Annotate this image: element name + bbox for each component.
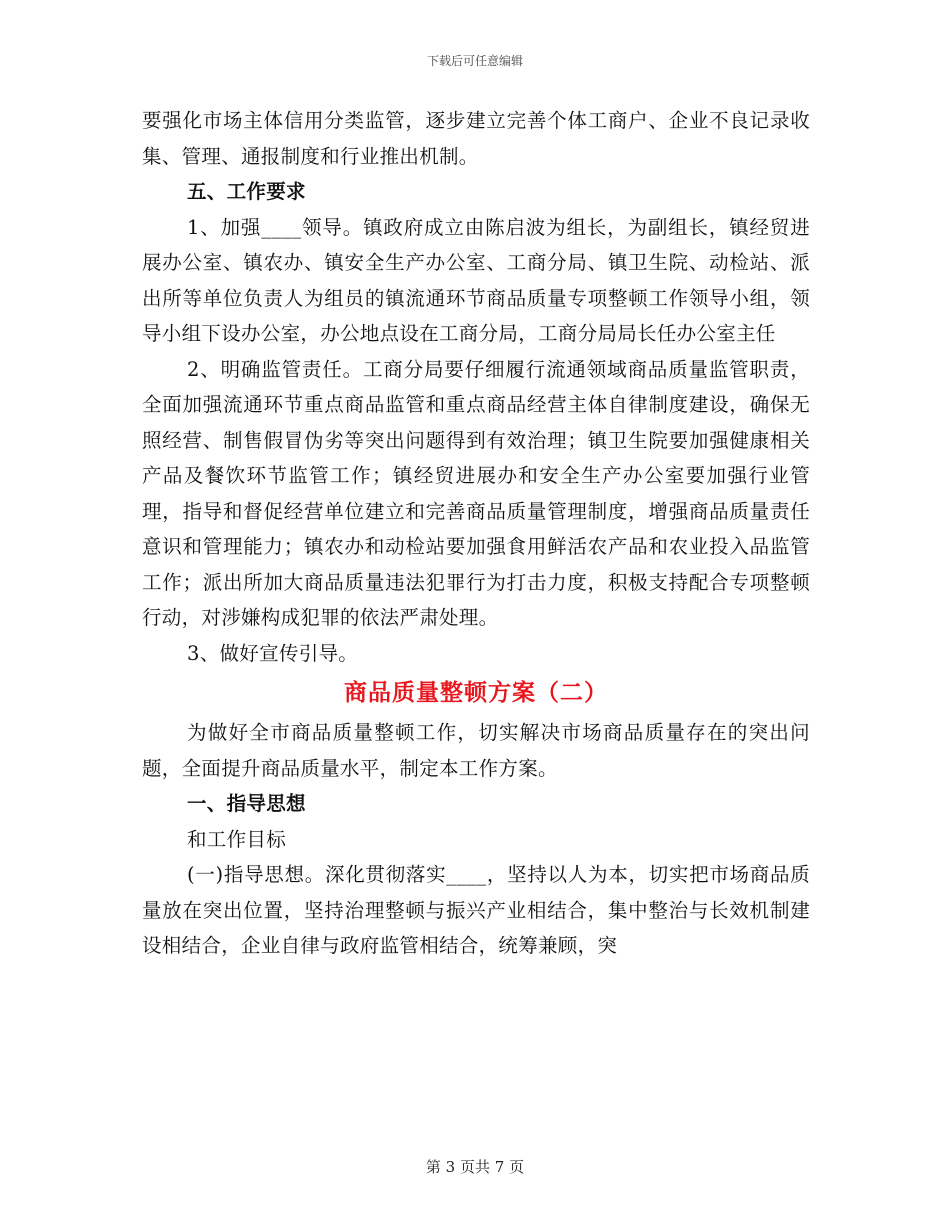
section-heading-guiding-thought: 一、指导思想 <box>187 792 306 815</box>
document-body <box>142 103 810 964</box>
section-heading-work-requirements: 五、工作要求 <box>187 180 306 203</box>
paragraph-credit-supervision: 要强化市场主体信用分类监管，逐步建立完善个体工商户、企业不良记录收集、管理、通报制度和行业推出机制。 <box>142 109 810 168</box>
paragraph-guiding-thought: (一)指导思想。深化贯彻落实____，坚持以人为本，切实把市场商品质量放在突出位置，坚持治理整顿与振兴产业相结合，集中整治与长效机制建设相结合，企业自律与政府监管相结合，统筹兼顾，突 <box>142 863 810 957</box>
paragraph-intro: 为做好全市商品质量整顿工作，切实解决市场商品质量存在的突出问题，全面提升商品质量水平，制定本工作方案。 <box>142 721 810 780</box>
paragraph-responsibility: 2、明确监管责任。工商分局要仔细履行流通领域商品质量监管职责，全面加强流通环节重点商品监管和重点商品经营主体自律制度建设，确保无照经营、制售假冒伪劣等突出问题得到有效治理；镇卫生院要加强健康相关产品及餐饮环节监管工作；镇经贸进展办和安全生产办公室要加强行业管理，指导和督促经营单位建立和完善商品质量管理制度，增强商品质量责任意识和管理能力；镇农办和动检站要加强食用鲜活农产品和农业投入品监管工作；派出所加大商品质量违法犯罪行为打击力度，积极支持配合专项整顿行动，对涉嫌构成犯罪的依法严肃处理。 <box>142 357 810 629</box>
page-number: 第 3 页共 7 页 <box>425 1158 525 1176</box>
paragraph-leadership: 1、加强____领导。镇政府成立由陈启波为组长，为副组长，镇经贸进展办公室、镇农办、镇安全生产办公室、工商分局、镇卫生院、动检站、派出所等单位负责人为组员的镇流通环节商品质量专项整顿工作领导小组，领导小组下设办公室，办公地点设在工商分局，工商分局局长任办公室主任 <box>142 215 810 345</box>
document-title: 商品质量整顿方案（二） <box>344 679 608 706</box>
paragraph-publicity: 3、做好宣传引导。 <box>187 641 359 665</box>
paragraph-work-goals: 和工作目标 <box>187 827 287 851</box>
page-header: 下载后可任意编辑 <box>426 54 523 68</box>
